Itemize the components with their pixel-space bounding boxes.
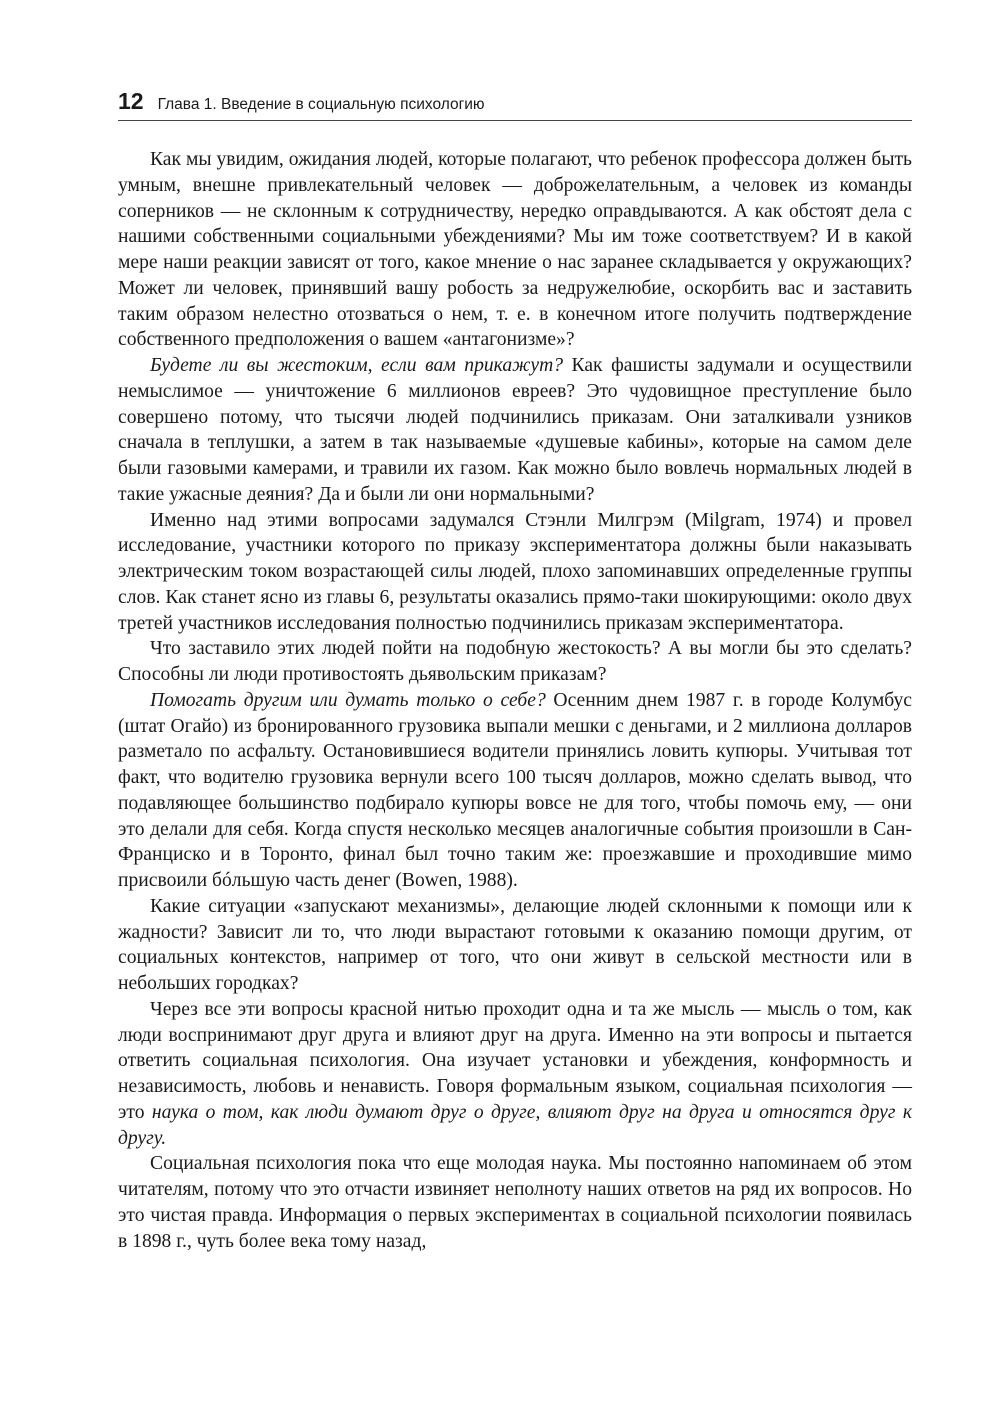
definition-emphasis: наука о том, как люди думают друг о друге, влияют друг на друга и относятся друг к другу.	[118, 1101, 912, 1149]
paragraph-lead-question: Будете ли вы жестоким, если вам прикажут?	[150, 355, 564, 376]
paragraph-text: Какие ситуации «запускают механизмы», делающие людей склонными к помощи или к жадности? Зависит ли то, что люди вырастают готовыми к оказанию помощи другим, от социальных контекстов, например от того, что они живут в сельской местности или в небольших городках?	[118, 895, 912, 994]
page-number: 12	[118, 88, 144, 114]
running-header	[118, 88, 912, 121]
chapter-title: Глава 1. Введение в социальную психологию	[157, 96, 485, 113]
paragraph-text: Через все эти вопросы красной нитью проходит одна и та же мысль — мысль о том, как люди воспринимают друг друга и влияют друг на друга. Именно на эти вопросы и пытается ответить социальная психология. Она изучает установки и убеждения, конформность и независимость, любовь и ненависть. Говоря формальным языком, социальная психология — это	[118, 998, 912, 1123]
paragraph-text: Как мы увидим, ожидания людей, которые полагают, что ребенок профессора должен быть умным, внешне привлекательный человек — доброжелательным, а человек из команды соперников — не склонным к сотрудничеству, нередко оправдываются. А как обстоят дела с нашими собственными социальными убеждениями? Мы им тоже соответствуем? И в какой мере наши реакции зависят от того, какое мнение о нас заранее складывается у окружающих? Может ли человек, принявший вашу робость за недружелюбие, оскорбить вас и заставить таким образом нелестно отозваться о нем, т. е. в конечном итоге получить подтверждение собственного предположения о вашем «антагонизме»?	[118, 149, 912, 351]
paragraph	[118, 997, 912, 1152]
book-page	[118, 88, 912, 1254]
paragraph-lead-question: Помогать другим или думать только о себе?	[150, 689, 546, 711]
paragraph-text: Социальная психология пока что еще молодая наука. Мы постоянно напоминаем об этом читателям, потому что это отчасти извиняет неполноту наших ответов на ряд их вопросов. Но это чистая правда. Информация о первых экспериментах в социальной психологии появилась в 1898 г., чуть более века тому назад,	[118, 1153, 912, 1252]
paragraph	[118, 147, 912, 353]
paragraph-text: Как фашисты задумали и осуществили немыслимое — уничтожение 6 миллионов евреев? Это чудовищное преступление было совершено потому, что тысячи людей подчинились приказам. Они заталкивали узников сначала в теплушки, а затем в так называемые «душевые кабины», которые на самом деле были газовыми камерами, и травили их газом. Как можно было вовлечь нормальных людей в такие ужасные деяния? Да и были ли они нормальными?	[118, 355, 912, 505]
paragraph	[118, 353, 912, 508]
paragraph	[118, 688, 912, 894]
paragraph	[118, 636, 912, 688]
paragraph	[118, 894, 912, 997]
paragraph-text: Именно над этими вопросами задумался Стэнли Милгрэм (Milgram, 1974) и провел исследование, участники которого по приказу экспериментатора должны были наказывать электрическим током возрастающей силы людей, плохо запоминавших определенные группы слов. Как станет ясно из главы 6, результаты оказались прямо-таки шокирующими: около двух третей участников исследования полностью подчинились приказам экспериментатора.	[118, 509, 912, 634]
paragraph-text: Осенним днем 1987 г. в городе Колумбус (штат Огайо) из бронированного грузовика выпали мешки с деньгами, и 2 миллиона долларов разметало по асфальту. Остановившиеся водители принялись ловить купюры. Учитывая тот факт, что водителю грузовика вернули всего 100 тысяч долларов, можно сделать вывод, что подавляющее большинство подбирало купюры вовсе не для того, чтобы помочь ему, — они это делали для себя. Когда спустя несколько месяцев аналогичные события произошли в Сан-Франциско и в Торонто, финал был точно таким же: проезжавшие и проходившие мимо присвоили бóльшую часть денег (Bowen, 1988).	[118, 689, 913, 891]
body-text	[118, 147, 912, 1254]
paragraph-text: Что заставило этих людей пойти на подобную жестокость? А вы могли бы это сделать? Способны ли люди противостоять дьявольским приказам?	[118, 638, 912, 685]
paragraph	[118, 1151, 912, 1254]
paragraph	[118, 508, 912, 637]
